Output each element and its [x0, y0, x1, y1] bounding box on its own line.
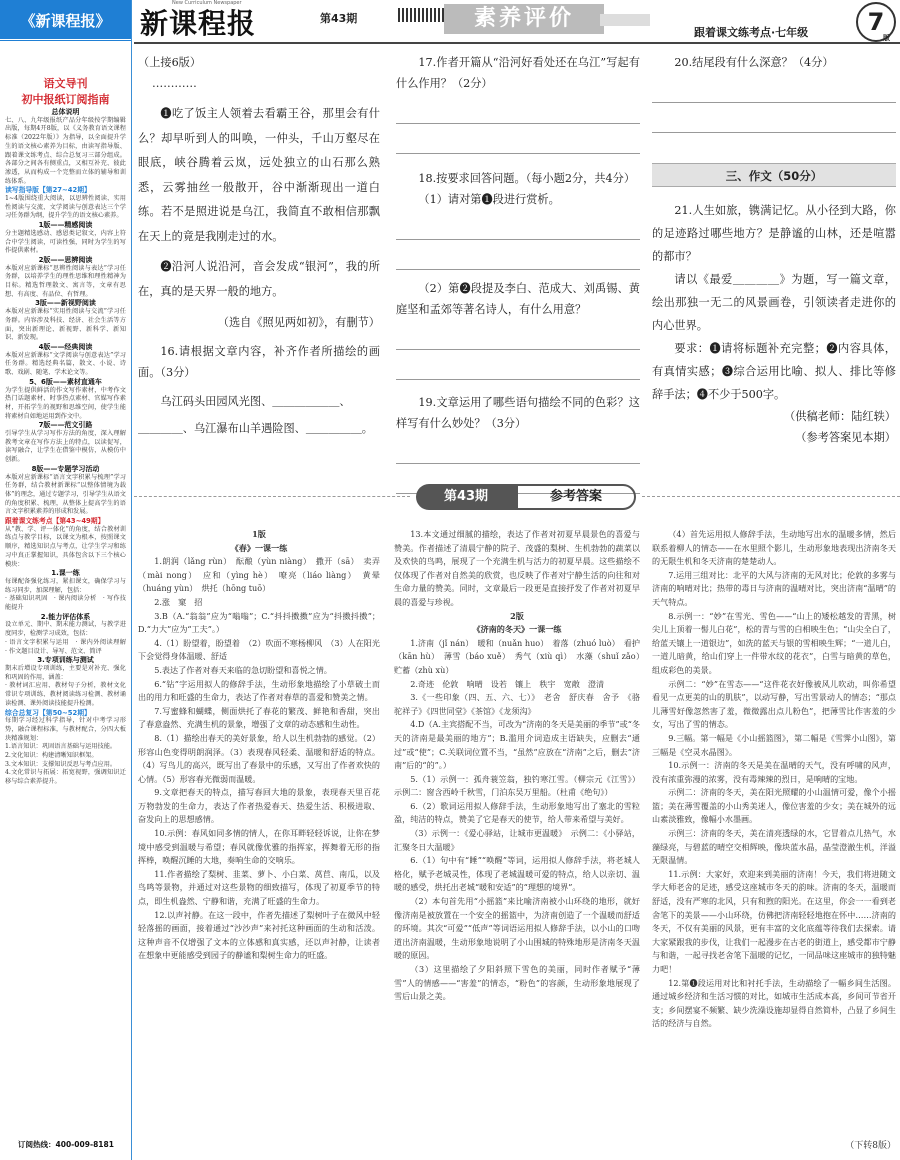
- v8-text: 本版对应新课标“语言文字积累与梳理”学习任务群，结合教材新课标“以整体情境为载体”的理念，通过专题学习，引导学生从语文的角度积累、梳理，从整体上提高学生的语言文字积累素养的形成和发展。: [5, 473, 126, 516]
- part3-text: 每期学习经过科学指导，针对中考学习形势，融合课程标准，与教材配合，分四大板块精准规划：: [5, 717, 126, 742]
- v56-text: 为学生提供鲜活的作文写作素材，中考作文热门话题素材、时事热点素材、官媒写作素材，开拓学生的视野和思维空间，使学生能将素材自如地运用到作文中。: [5, 386, 126, 420]
- question-17: 17.作者开篇从“沿河好看处还在乌江”写起有什么作用？（2分）: [396, 56, 640, 90]
- question-18: 18.按要求回答问题。（每小题2分，共4分）: [418, 172, 636, 185]
- part2-text: 从“教、学、评一体化”的角度，结合教材训练点与教学目标，以课文为根本，按照课文顺序，精选知识点与考点，让学生学习和练习中真正掌握知识，具体包含以下三个核心模块：: [5, 525, 126, 568]
- column-1: [138, 52, 380, 439]
- answer-item: 10.示例：春风如同多情的情人，在你耳畔轻轻诉说，让你在梦境中感受到温暖与希望；春风就像优雅的指挥家，挥舞着无形的指挥棒，唤醒沉睡的大地，奏响生命的交响乐。: [138, 828, 380, 866]
- question-16-blank-a: 乌江码头田园风光图、＿＿＿＿＿＿、: [160, 395, 351, 408]
- answer-line[interactable]: [396, 350, 640, 380]
- answer-item: （2）本句首先用“小摇篮”来比喻济南被小山环绕的地形，就好像济南是被放置在一个安全的摇篮中，为济南创造了一个温暖而舒适的环境。其次“可爱”“低声”等词语运用拟人修辞手法，以小山的口吻道出济南温暖，生动形象地说明了小山围城的特殊地形是济南冬天温暖的原因。: [394, 896, 640, 961]
- answer-item: 8.（1）描绘出春天的美好景象，给人以生机勃勃的感觉。（2）形容山色变得明朗润泽。（3）表现春风轻柔、温暖和舒适的特点。（4）写鸟儿的高兴，既写出了春景中的乐感，又写出了作者欢快的心情。（5）形容春光微弱而温暖。: [138, 732, 380, 784]
- answer-heading: 《春》一课一练: [230, 542, 288, 553]
- overview-text: 七、八、九年级报纸产品分年级按学期编辑出版，每期4开8版，以《义务教育语文课程标准（2022年版）》为指导，以全面提升学生的语文核心素养为目标，由读写指导版、跟着课文练考点、综合总复习三部分组成。各部分之间各有侧重点，又相互补充、彼此渗透，从而构成一个完整而立体的辅导和训练体系。: [5, 116, 126, 185]
- section-band: [600, 14, 650, 26]
- passage-source: （选自《照见两如初》，有删节）: [217, 316, 380, 329]
- v4-title: 4版——经典阅读: [38, 342, 93, 351]
- answer-item: 9.三幅。第一幅是《小山摇篮图》，第二幅是《雪霁小山图》，第三幅是《空灵水晶图》。: [652, 732, 896, 757]
- question-21-prompt: 请以《最爱＿＿＿＿》为题，写一篇文章，绘出那独一无二的风景画卷，引领读者走进你的内心世界。: [652, 273, 896, 332]
- column-2: [396, 52, 640, 494]
- page-number-badge: [856, 2, 896, 42]
- answer-item: 示例二：“妙”在雪态——“这件花衣好像被风儿吹动，叫你希望看见一点更美的山的肌肤”，以动写静，写出雪景动人的情态；“那点儿薄雪好像忽然害了羞，微微露出点儿粉色”，把薄雪比作害羞的少女，写出了雪的情态。: [652, 678, 896, 730]
- hotline: 订阅热线：400-009-8181: [18, 1140, 114, 1149]
- answer-item: 5.（1）示例一：孤舟蓑笠翁，独钓寒江雪。（柳宗元《江雪》）示例二：窗含西岭千秋雪，门泊东吴万里船。（杜甫《绝句》）: [394, 773, 640, 798]
- v8-title: 8版——专题学习活动: [31, 464, 100, 473]
- answer-line[interactable]: [396, 320, 640, 350]
- v7-title: 7版——范文引路: [38, 421, 93, 430]
- answer-item: 13.本文通过细腻的描绘，表达了作者对初夏早晨景色的喜爱与赞美。作者描述了清晨宁静的院子、茂盛的梨树、生机勃勃的蔬菜以及欢快的鸟鸣，展现了一个充满生机与活力的初夏早晨。这些描绘不仅体现了作者对自然美的欣赏，也反映了作者对宁静生活的向往和对生命力量的赞美。同时，文章最后一段更是直接抒发了作者对初夏早晨的喜爱与珍视。: [394, 529, 640, 607]
- ellipsis: …………: [152, 77, 197, 90]
- section-title: 素养评价: [444, 4, 604, 34]
- answer-item: 6.（2）歌词运用拟人修辞手法，生动形象地写出了塞北的雪粒盈，纯洁的特点，赞美了它是春天的使节，给人带来希望与美好。: [394, 800, 640, 825]
- divider: [642, 496, 900, 497]
- m3-list: · 教材词汇应用、教材句子分析，教材文化常识专项训练、教材阅读练习检测、教材诵读检测、课外阅读技能提升检测。: [5, 682, 126, 707]
- answer-item: 3.《一些印象（四、五、六、七）》 老舍 舒庆春 舍予 《骆驼祥子》《四世同堂》《茶馆》《龙须沟》: [394, 692, 640, 716]
- answer-heading: 《济南的冬天》一课一练: [472, 624, 562, 635]
- column-3: [652, 52, 896, 448]
- answers-title: 参考答案: [516, 484, 636, 510]
- answers-column-3: [652, 528, 896, 1031]
- answers-issue: 第43期: [416, 484, 516, 510]
- v7-text: 引导学生从学习写作方法的角度，深入理解教考文章在写作方法上的特点，以读促写，读写融合，让学生在借鉴中模仿，从模仿中创新。: [5, 430, 126, 464]
- m1-title: 1.课一练: [51, 569, 80, 578]
- question-16-blank-b: ＿＿＿＿、乌江瀑布山羊遇险图、＿＿＿＿＿。: [138, 422, 373, 435]
- m2-list: · 语言文字积累与运用 · 课内外阅读理解 · 作文题目设计、导写、范文、简评: [5, 638, 133, 655]
- answer-item: 7.写蜜蜂和蝴蝶，侧面烘托了春花的繁茂、鲜艳和香甜，突出了春意盎然、充满生机的景象，增强了文章的动态感和生动性。: [138, 705, 380, 730]
- brand-title: 新课程报: [140, 7, 257, 40]
- answer-heading: 2版: [510, 610, 524, 621]
- question-19: 19.文章运用了哪些语句描绘不同的色彩？这样写有什么妙处？（3分）: [396, 396, 640, 430]
- answers-column-1: [138, 528, 380, 963]
- barcode-decoration: [398, 8, 444, 22]
- question-21: 21.人生如旅，镌满记忆。从小径到大路，你的足迹路过哪些地方？是静谧的山林，还是喧嚣的都市？: [652, 204, 896, 263]
- v1-title: 1版——精感阅读: [38, 221, 93, 230]
- sidebar-title: 《新课程报》: [0, 0, 131, 42]
- answer-item: 5.表达了作者对春天来临的急切盼望和喜悦之情。: [154, 664, 332, 675]
- answer-item: 8.示例一：“妙”在雪光、雪色——“山上的矮松越发的青黑，树尖儿上顶着一髻儿白花”，松的青与雪的白相映生色；“山尖全白了，给蓝天镶上一道银边”，如洗的蓝天与银的雪相映生辉；“一道儿白，一道儿暗黄，给山们穿上一件带水纹的花衣”，白雪与暗黄的草色，组成彩色的美景。: [652, 610, 896, 675]
- v3-title: 3版——新视野阅读: [35, 299, 96, 308]
- issue-number: 第43期: [320, 12, 358, 25]
- answer-heading: 1版: [252, 529, 266, 539]
- p3a: 1.语言知识：巩固语言基础与运用技能。: [5, 743, 117, 751]
- p3c: 3.文本知识：支撑知识反思与考点应用。: [5, 760, 117, 768]
- answer-item: 6.（1）句中有“睡”“唤醒”等词，运用拟人修辞手法，将老城人格化，赋予老城灵性，体现了老城温暖可爱的特点，给人以亲切、温暖的感受，烘托出老城“暖和安适”的“理想的境界”。: [394, 855, 640, 893]
- editor-credit: （供稿老师：陆红轶）: [784, 410, 896, 423]
- part1-title: 读写指导版【第27~42期】: [5, 186, 91, 195]
- m3-text: 期末后增设专项训练，主要是对补充、强化和巩固的作用，涵盖：: [5, 665, 126, 681]
- m3-title: 3.专项训练与测试: [37, 656, 94, 665]
- continued-next: （下转8版）: [845, 1141, 896, 1151]
- p3b: 2.文化知识：构建清晰知识框架。: [5, 752, 98, 760]
- answer-item: 2.涨 窠 招: [154, 596, 203, 607]
- m1-text: 每课配备强化练习，紧扣课文，确保学习与练习同步，加深理解，包括：: [5, 577, 126, 594]
- answers-banner: [134, 484, 900, 510]
- answer-item: （3）这里描绘了夕阳斜照下雪色的美丽，同时作者赋予“薄雪”人的情感——“害羞”的情态，“粉色”的容颜，生动形象地展现了雪后山景之美。: [394, 964, 640, 1002]
- answer-line[interactable]: [652, 73, 896, 103]
- passage-paragraph-1: ❶吃了饭主人领着去看霸王谷，那里会有什么？却早听到人的叫唤，一仲头，千山万壑尽在眼底，峡谷腾着云岚，远处独立的山石那么熟悉，云雾抽丝一般散开，谷中渐渐现出一道白练。若不是照进说是乌江，我简直不敢相信那飘在天上的竟是我刚走过的水。: [138, 107, 380, 243]
- v2-text: 本版对应新课标“思辨性阅读与表达”学习任务群，以培养学生的理性思维和理性精神为目标。精选哲理散文、寓言等，文章有思想、有高度、有品位、有哲理。: [5, 264, 126, 298]
- part1-text: 1~4版围绕重大阅读，以思辨性阅读、实用性阅读与交流、文学阅读与创意表达三个学习任务群为纲，提升学生的语文核心素养。: [5, 195, 126, 220]
- page-suffix: 版: [883, 34, 890, 42]
- divider: [134, 496, 410, 497]
- page-number: 7: [867, 8, 885, 36]
- m2-title: 2.能力评估体系: [40, 612, 91, 621]
- question-18-1: （1）请对第❶段进行赏析。: [418, 193, 560, 206]
- answer-item: 9.文章把春天的特点，描写春回大地的景象，表现春天里百花万物勃发的生命力，表达了作者热爱春天、热爱生活、积极进取、奋发向上的思想感情。: [138, 787, 380, 825]
- sidebar-subtitle-1: 语文导刊: [43, 77, 88, 90]
- m1-list: · 基础知识巩固 · 课内阅读分析 · 写作技能提升: [5, 595, 126, 612]
- part2-title: 跟着课文练考点【第43~49期】: [5, 517, 105, 526]
- p3d: 4.文化常识与拓展：拓宽视野，强调知识迁移与综合素养提升。: [5, 769, 126, 786]
- answer-line[interactable]: [396, 210, 640, 240]
- continued-note: （上接6版）: [138, 56, 202, 69]
- answer-line[interactable]: [396, 94, 640, 124]
- answer-line[interactable]: [652, 103, 896, 133]
- v56-title: 5、6版——素材直通车: [29, 377, 102, 386]
- answer-line[interactable]: [396, 240, 640, 270]
- answer-item: 1.朗润（lǎng rùn） 酝酿（yùn niàng） 撒开（sā） 卖弄（mài nong） 应和（yìng hè） 嘹亮（liáo liàng） 黄晕（huáng yùn） 烘托（hōng tuō）: [138, 556, 380, 594]
- answer-item: 示例三：济南的冬天，美在清亮透绿的水，它冒着点儿热气，水藻绿亮，与碧蓝的晴空交相辉映，像块蓝水晶，晶莹澄澈生机，洋溢无限温情。: [652, 828, 896, 866]
- page-header: [134, 0, 900, 44]
- answer-item: 11.作者描绘了梨树、韭菜、萝卜、小白菜、莴苣、南瓜，以及鸟鸣等景物，并通过对这些景物的细致描写，体现了初夏季节的特点，即生机盎然、宁静和谐，充满了旺盛的生命力。: [138, 868, 380, 907]
- answer-item: 3.B（A.“翁翁”应为“嗡嗡”；C.“抖抖擞擞”应为“抖擞抖擞”；D.“力大”应为“工夫”。）: [138, 610, 380, 635]
- answer-item: 10.示例一：济南的冬天是美在温晴的天气，没有呼啸的风声，没有浓重弥漫的浓雾，没有毒辣辣的烈日，是响晴的宝地。: [652, 760, 896, 784]
- sidebar: [0, 0, 132, 1160]
- answer-item: 4.（1）盼望着，盼望着 （2）吹面不寒杨柳风 （3）人在阳光下会觉得身体温暖、舒适: [138, 637, 380, 662]
- answer-item: 7.运用三组对比：北平的大风与济南的无风对比；伦敦的多雾与济南的响晴对比；热带的毒日与济南的温晴对比，突出济南“温晴”的天气特点。: [652, 569, 896, 607]
- v1-text: 分主题精选感动、感恩类记叙文，内容上符合中学生阅读，可读性强，同时为学生的写作提供素材。: [5, 229, 126, 255]
- answer-line[interactable]: [396, 124, 640, 154]
- question-20: 20.结尾段有什么深意？（4分）: [674, 56, 834, 69]
- answer-item: （3）示例一：《爱心驿站，让城市更温暖》 示例二：《小驿站，汇聚冬日大温暖》: [394, 828, 640, 852]
- m2-text: 设立单元、期中、期末能力测试，与教学进度同步，检测学习成效，包括：: [5, 621, 126, 638]
- answer-item: （4）首先运用拟人修辞手法，生动地写出水的温暖多情，然后联系着柳人的情态——在水里照个影儿，生动形象地表现出济南冬天的无限生机和冬天济南的楚楚动人。: [652, 529, 896, 567]
- brand-english: New Curriculum Newspaper: [172, 0, 242, 6]
- question-18-2: （2）第❷段提及李白、范成大、刘禹锡、黄庭坚和孟郊等著名诗人，有什么用意？: [396, 282, 640, 316]
- answer-item: 11.示例：大家好，欢迎来到美丽的济南！今天，我们将进随文学大师老舍的足迹，感受这座城市冬天的韵味。济南的冬天，温暖而舒适，没有严寒的北风，只有和煦的阳光。在这里，你会一一看到老舍笔下的美景——小山环绕，仿佛把济南轻轻地抱在怀中……济南的冬天，不仅有美丽的风景，更有丰富的文化底蕴等待我们去探索。请大家紧跟我的步伐，让我们一起漫步在古老的街道上，感受都市宁静与和谐，一起寻找老舍笔下温暖的记忆，一同品味这座城市的独特魅力吧！: [652, 868, 896, 974]
- question-21-requirements: 要求：❶请将标题补充完整；❷内容具体，有真情实感；❸综合运用比喻、拟人、排比等修辞手法；❹不少于500字。: [652, 342, 896, 401]
- header-tag: 跟着课文练考点·七年级: [694, 26, 809, 39]
- answer-line[interactable]: [396, 434, 640, 464]
- answer-item: 6.“钻”字运用拟人的修辞手法，生动形象地描绘了小草破土而出的用力和旺盛的生命力，表达了作者对春草的喜爱和赞美之情。: [138, 678, 380, 703]
- v3-text: 本版对应新课标“实用性阅读与交流”学习任务群。内容涉及科技、经济、社会生活等方面，突出新理论、新视野、新科学、新知识、新发现。: [5, 308, 126, 342]
- answer-item: 12.第❶段运用对比和衬托手法，生动描绘了一幅乡间生活图。通过城乡经济和生活习惯的对比，如城市生活成本高，乡间可节省开支；乡间摆宴不频繁、缺少洗澡设施却显得自然简朴，凸显了乡间生活的经济与自然。: [652, 977, 896, 1029]
- overview-title: 总体说明: [51, 108, 80, 116]
- composition-title: 三、作文（50分）: [652, 163, 896, 187]
- answer-item: 1.济南（jǐ nán） 暖和（nuǎn huo） 着落（zhuó luò） 看护（kān hù） 薄雪（báo xuě） 秀气（xiù qì） 水藻（shuǐ zǎo） 贮蓄（zhù xù）: [394, 637, 649, 675]
- answer-item: 4.D（A.主宾搭配不当，可改为“济南的冬天是美丽的季节”或“冬天的济南是最美丽的地方”；B.滥用介词造成主语缺失，应删去“通过”或“使”；C.关联词位置不当，“虽然”应放在“济南”之后，删去“济南”后的“的”。）: [394, 719, 640, 771]
- question-16: 16.请根据文章内容，补齐作者所描绘的画面。（3分）: [138, 345, 380, 379]
- part3-title: 综合总复习【第50~52期】: [5, 708, 91, 717]
- answers-column-2: [394, 528, 649, 1004]
- answers-pill: [416, 484, 636, 510]
- answer-item: 示例二：济南的冬天，美在阳光照耀的小山温情可爱，像个小摇篮；美在薄雪覆盖的小山秀美迷人，像位害羞的少女；美在城外的远山素淡雅致，像幅小水墨画。: [652, 787, 896, 825]
- v2-title: 2版——思辨阅读: [38, 255, 93, 264]
- sidebar-subtitle: [0, 76, 131, 108]
- sidebar-subtitle-2: 初中报纸订阅指南: [21, 93, 110, 106]
- answer-item: 12.以声衬静。在这一段中，作者先描述了梨树叶子在微风中轻轻落摇的画面，接着通过“沙沙声”来衬托这种画面的生动和活泼。这种声音不仅增强了文本的立体感和真实感，还以声衬静，让读者在想象中更能感受到园子的静谧和梨树生命力的旺盛。: [138, 909, 380, 961]
- passage-paragraph-2: ❷沿河人说沿河，音会发成“银河”，我的所在，真的是天界一般的地方。: [138, 260, 380, 298]
- v4-text: 本版对应新课标“文学阅读与创意表达”学习任务群。精选经典名篇，散文、小说、诗歌、戏剧、随笔、学术论文等。: [5, 351, 126, 377]
- answer-reference: （参考答案见本期）: [795, 431, 896, 444]
- sidebar-body: [0, 108, 131, 787]
- answer-item: 2.奇迹 伦敦 响晴 设若 镶上 秩宇 宽敞 澄清: [410, 678, 605, 689]
